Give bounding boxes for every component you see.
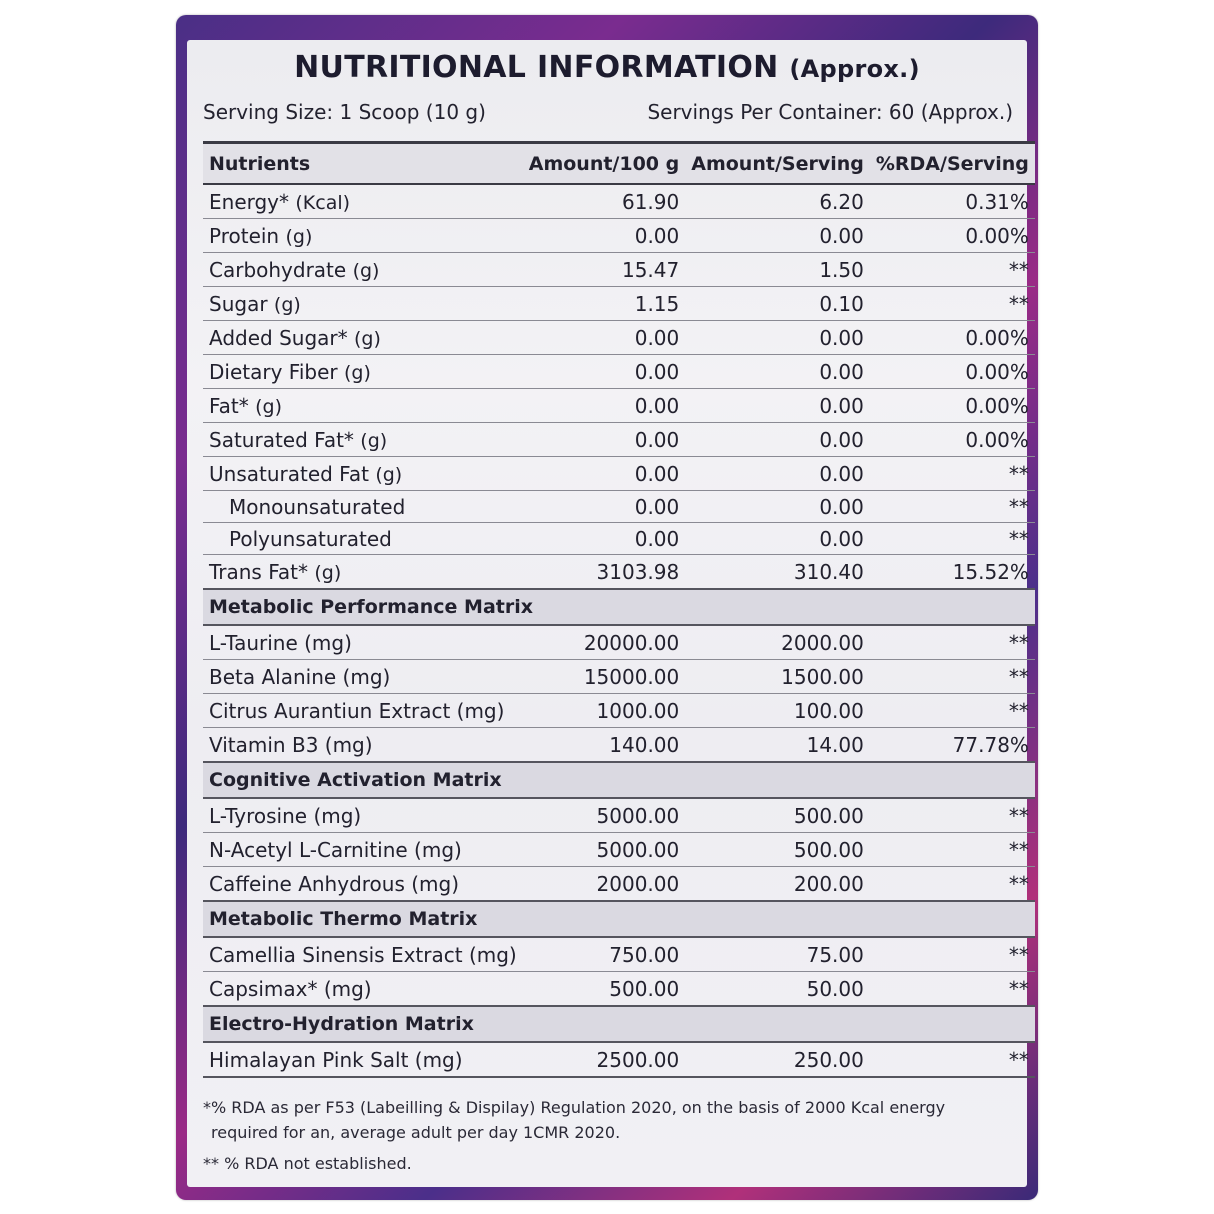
amount-per100: 0.00 bbox=[523, 219, 686, 253]
table-row bbox=[203, 867, 1035, 902]
nutrient-name: Beta Alanine (mg) bbox=[203, 660, 523, 694]
amount-per100: 0.00 bbox=[523, 389, 686, 423]
table-row bbox=[203, 728, 1035, 763]
rda-per-serving: 0.00% bbox=[870, 219, 1035, 253]
serving-size: Serving Size: 1 Scoop (10 g) bbox=[203, 100, 486, 124]
table-header-row bbox=[203, 143, 1035, 185]
rda-per-serving: ** bbox=[870, 694, 1035, 728]
amount-per-serving: 0.00 bbox=[685, 355, 870, 389]
table-row bbox=[203, 555, 1035, 590]
amount-per-serving: 200.00 bbox=[685, 867, 870, 902]
amount-per-serving: 1.50 bbox=[685, 253, 870, 287]
nutrient-name: L-Tyrosine (mg) bbox=[203, 798, 523, 833]
nutrient-unit: (g) bbox=[343, 361, 371, 384]
nutrient-name bbox=[203, 457, 523, 491]
amount-per100: 15.47 bbox=[523, 253, 686, 287]
column-header-rda: %RDA/Serving bbox=[870, 143, 1035, 185]
section-metabolic-performance bbox=[203, 589, 1035, 762]
amount-per100: 0.00 bbox=[523, 321, 686, 355]
nutrient-name: Vitamin B3 (mg) bbox=[203, 728, 523, 763]
nutrient-unit: (g) bbox=[352, 259, 380, 282]
table-row bbox=[203, 937, 1035, 972]
amount-per100: 61.90 bbox=[523, 184, 686, 219]
rda-per-serving: 0.00% bbox=[870, 423, 1035, 457]
amount-per100: 750.00 bbox=[523, 937, 686, 972]
section-title: Metabolic Performance Matrix bbox=[203, 589, 1035, 625]
nutrient-name bbox=[203, 184, 523, 219]
amount-per100: 0.00 bbox=[523, 423, 686, 457]
table-row bbox=[203, 798, 1035, 833]
rda-per-serving: 0.00% bbox=[870, 321, 1035, 355]
footnotes bbox=[203, 1095, 1013, 1176]
table-row bbox=[203, 523, 1035, 555]
amount-per100: 1.15 bbox=[523, 287, 686, 321]
column-header-nutrients: Nutrients bbox=[203, 143, 523, 185]
nutrient-label: Added Sugar* bbox=[209, 325, 348, 350]
table-row bbox=[203, 321, 1035, 355]
table-row bbox=[203, 423, 1035, 457]
rda-per-serving: ** bbox=[870, 457, 1035, 491]
rda-per-serving: ** bbox=[870, 660, 1035, 694]
amount-per-serving: 0.00 bbox=[685, 457, 870, 491]
section-metabolic-thermo bbox=[203, 901, 1035, 1006]
table-row bbox=[203, 355, 1035, 389]
nutrient-label: Dietary Fiber bbox=[209, 359, 338, 384]
nutrient-label: Fat* bbox=[209, 393, 249, 418]
amount-per100: 0.00 bbox=[523, 491, 686, 523]
title-text: NUTRITIONAL INFORMATION bbox=[294, 50, 779, 85]
nutrient-unit: (g) bbox=[375, 463, 403, 486]
amount-per100: 0.00 bbox=[523, 457, 686, 491]
rda-per-serving: ** bbox=[870, 798, 1035, 833]
table-row bbox=[203, 694, 1035, 728]
column-header-per-serving: Amount/Serving bbox=[685, 143, 870, 185]
section-header-row bbox=[203, 1006, 1035, 1042]
table-row bbox=[203, 1042, 1035, 1077]
rda-per-serving: ** bbox=[870, 1042, 1035, 1077]
nutrient-unit: (g) bbox=[273, 293, 301, 316]
servings-per-container: Servings Per Container: 60 (Approx.) bbox=[647, 100, 1013, 124]
amount-per-serving: 2000.00 bbox=[685, 625, 870, 660]
nutrition-table bbox=[203, 141, 1035, 1078]
nutrient-unit: (Kcal) bbox=[295, 191, 351, 214]
amount-per-serving: 310.40 bbox=[685, 555, 870, 590]
amount-per100: 5000.00 bbox=[523, 833, 686, 867]
nutrient-name bbox=[203, 355, 523, 389]
amount-per-serving: 500.00 bbox=[685, 798, 870, 833]
nutrient-name bbox=[203, 287, 523, 321]
nutrient-name: Monounsaturated bbox=[203, 491, 523, 523]
section-header-row bbox=[203, 901, 1035, 937]
table-row bbox=[203, 219, 1035, 253]
nutrient-label: Sugar bbox=[209, 291, 268, 316]
nutrient-label: Energy* bbox=[209, 189, 290, 214]
section-cognitive-activation bbox=[203, 762, 1035, 901]
rda-per-serving: 77.78% bbox=[870, 728, 1035, 763]
rda-per-serving: ** bbox=[870, 625, 1035, 660]
nutrient-name bbox=[203, 555, 523, 590]
nutrient-label: Unsaturated Fat bbox=[209, 461, 369, 486]
rda-per-serving: ** bbox=[870, 523, 1035, 555]
amount-per-serving: 0.00 bbox=[685, 523, 870, 555]
rda-per-serving: ** bbox=[870, 867, 1035, 902]
amount-per100: 140.00 bbox=[523, 728, 686, 763]
table-row bbox=[203, 972, 1035, 1007]
nutrient-name: Camellia Sinensis Extract (mg) bbox=[203, 937, 523, 972]
amount-per-serving: 75.00 bbox=[685, 937, 870, 972]
amount-per100: 2000.00 bbox=[523, 867, 686, 902]
amount-per-serving: 0.10 bbox=[685, 287, 870, 321]
footnote-rda-basis: *% RDA as per F53 (Labeilling & Dispilay) Regulation 2020, on the basis of 2000 Kcal energy bbox=[203, 1098, 946, 1117]
amount-per100: 0.00 bbox=[523, 523, 686, 555]
rda-per-serving: 0.00% bbox=[870, 355, 1035, 389]
rda-per-serving: ** bbox=[870, 287, 1035, 321]
table-row bbox=[203, 184, 1035, 219]
amount-per-serving: 0.00 bbox=[685, 423, 870, 457]
nutrient-name: Citrus Aurantiun Extract (mg) bbox=[203, 694, 523, 728]
table-row bbox=[203, 389, 1035, 423]
amount-per-serving: 14.00 bbox=[685, 728, 870, 763]
amount-per-serving: 1500.00 bbox=[685, 660, 870, 694]
footnote-rda-basis-cont: required for an, average adult per day 1CMR 2020. bbox=[211, 1123, 621, 1142]
rda-per-serving: ** bbox=[870, 937, 1035, 972]
title-suffix: (Approx.) bbox=[789, 55, 920, 83]
rda-per-serving: ** bbox=[870, 972, 1035, 1007]
amount-per100: 20000.00 bbox=[523, 625, 686, 660]
table-row bbox=[203, 491, 1035, 523]
table-row bbox=[203, 457, 1035, 491]
nutrient-unit: (g) bbox=[353, 327, 381, 350]
amount-per-serving: 50.00 bbox=[685, 972, 870, 1007]
amount-per100: 500.00 bbox=[523, 972, 686, 1007]
nutrient-unit: (g) bbox=[285, 225, 313, 248]
nutrient-name: Capsimax* (mg) bbox=[203, 972, 523, 1007]
rda-per-serving: 0.31% bbox=[870, 184, 1035, 219]
nutrient-name: Caffeine Anhydrous (mg) bbox=[203, 867, 523, 902]
nutrient-unit: (g) bbox=[360, 429, 388, 452]
nutrient-unit: (g) bbox=[255, 395, 283, 418]
nutrient-unit: (g) bbox=[314, 561, 342, 584]
table-row bbox=[203, 625, 1035, 660]
amount-per-serving: 0.00 bbox=[685, 389, 870, 423]
amount-per100: 0.00 bbox=[523, 355, 686, 389]
amount-per100: 1000.00 bbox=[523, 694, 686, 728]
footnote-rda-not-established: ** % RDA not established. bbox=[203, 1154, 412, 1173]
section-title: Metabolic Thermo Matrix bbox=[203, 901, 1035, 937]
nutrient-label: Trans Fat* bbox=[209, 559, 308, 584]
amount-per-serving: 0.00 bbox=[685, 321, 870, 355]
nutrient-name: L-Taurine (mg) bbox=[203, 625, 523, 660]
section-header-row bbox=[203, 589, 1035, 625]
amount-per100: 3103.98 bbox=[523, 555, 686, 590]
section-title: Electro-Hydration Matrix bbox=[203, 1006, 1035, 1042]
nutrient-name bbox=[203, 253, 523, 287]
nutrient-name: Himalayan Pink Salt (mg) bbox=[203, 1042, 523, 1077]
page-title bbox=[187, 50, 1027, 85]
nutrient-name bbox=[203, 321, 523, 355]
rda-per-serving: 0.00% bbox=[870, 389, 1035, 423]
amount-per100: 15000.00 bbox=[523, 660, 686, 694]
nutrient-name bbox=[203, 423, 523, 457]
section-electro-hydration bbox=[203, 1006, 1035, 1077]
rda-per-serving: 15.52% bbox=[870, 555, 1035, 590]
rda-per-serving: ** bbox=[870, 253, 1035, 287]
amount-per-serving: 100.00 bbox=[685, 694, 870, 728]
table-row bbox=[203, 287, 1035, 321]
nutrient-name: N-Acetyl L-Carnitine (mg) bbox=[203, 833, 523, 867]
amount-per100: 2500.00 bbox=[523, 1042, 686, 1077]
nutrient-label: Protein bbox=[209, 223, 280, 248]
amount-per-serving: 0.00 bbox=[685, 219, 870, 253]
amount-per100: 5000.00 bbox=[523, 798, 686, 833]
section-title: Cognitive Activation Matrix bbox=[203, 762, 1035, 798]
amount-per-serving: 250.00 bbox=[685, 1042, 870, 1077]
nutrient-label: Carbohydrate bbox=[209, 257, 347, 282]
amount-per-serving: 500.00 bbox=[685, 833, 870, 867]
column-header-per100: Amount/100 g bbox=[523, 143, 686, 185]
section-header-row bbox=[203, 762, 1035, 798]
table-row bbox=[203, 253, 1035, 287]
nutrient-label: Saturated Fat* bbox=[209, 427, 354, 452]
table-row bbox=[203, 833, 1035, 867]
rda-per-serving: ** bbox=[870, 491, 1035, 523]
amount-per-serving: 6.20 bbox=[685, 184, 870, 219]
table-row bbox=[203, 660, 1035, 694]
rda-per-serving: ** bbox=[870, 833, 1035, 867]
nutrient-name bbox=[203, 389, 523, 423]
nutrient-name bbox=[203, 219, 523, 253]
amount-per-serving: 0.00 bbox=[685, 491, 870, 523]
serving-info bbox=[203, 100, 1013, 130]
nutrient-name: Polyunsaturated bbox=[203, 523, 523, 555]
